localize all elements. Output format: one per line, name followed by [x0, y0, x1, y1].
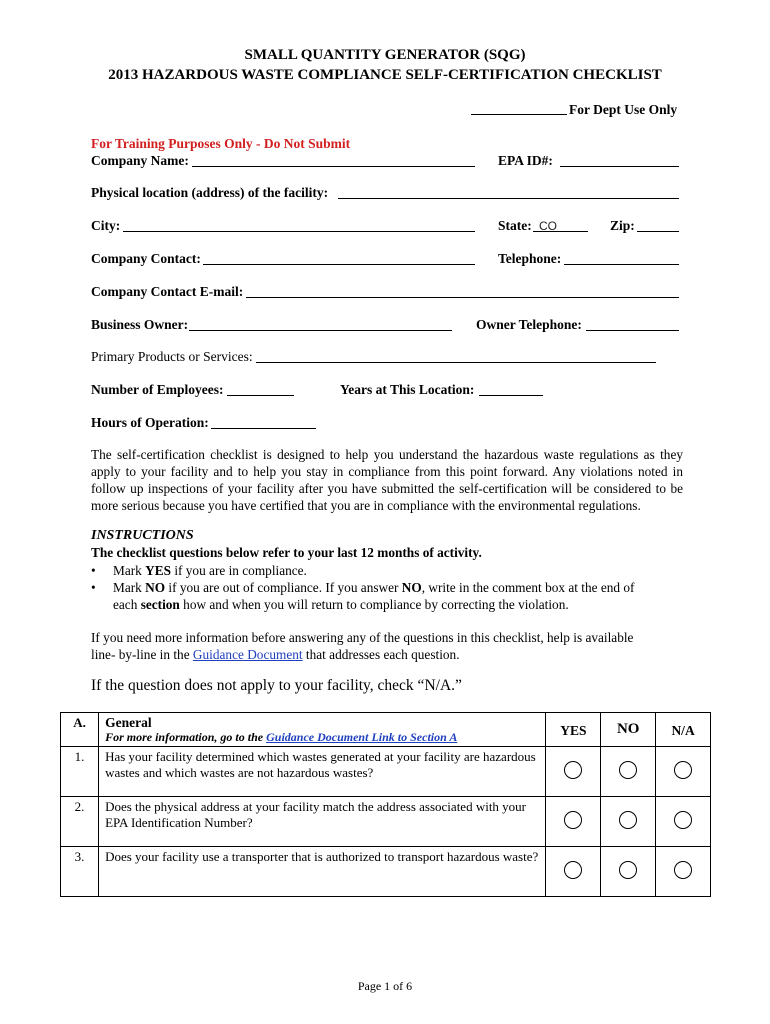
- question-row: [61, 747, 711, 797]
- bullet-dot: •: [91, 563, 96, 578]
- company-name-field[interactable]: [192, 152, 475, 167]
- bullet-dot: •: [91, 580, 96, 595]
- document-title-line2: 2013 HAZARDOUS WASTE COMPLIANCE SELF-CERTIFICATION CHECKLIST: [108, 67, 662, 83]
- bullet-text: if you are in compliance.: [171, 563, 307, 578]
- q1-yes-radio[interactable]: [564, 761, 582, 779]
- contact-email-field[interactable]: [246, 283, 679, 298]
- instruction-bullet-yes: [91, 562, 683, 579]
- owner-telephone-field[interactable]: [586, 316, 679, 331]
- q2-yes-radio[interactable]: [564, 811, 582, 829]
- bullet-bold: YES: [145, 563, 172, 578]
- q2-no-radio[interactable]: [619, 811, 637, 829]
- question-text: Does the physical address at your facility match the address associated with your EPA Identification Number?: [99, 797, 546, 847]
- telephone-field[interactable]: [564, 250, 679, 265]
- question-number: 3.: [61, 847, 99, 897]
- section-more-text: For more information, go to the: [105, 730, 267, 744]
- company-contact-field[interactable]: [203, 250, 475, 265]
- q2-na-radio[interactable]: [674, 811, 692, 829]
- state-value: CO: [539, 219, 557, 233]
- company-name-label: Company Name:: [91, 153, 189, 168]
- state-label: State:: [498, 218, 532, 233]
- years-label: Years at This Location:: [340, 382, 475, 397]
- guidance-document-link[interactable]: Guidance Document: [192, 647, 303, 662]
- epa-id-label: EPA ID#:: [498, 153, 553, 168]
- bullet-text: Mark: [113, 580, 146, 595]
- years-field[interactable]: [479, 381, 543, 396]
- instruction-bullet-no: [91, 579, 683, 613]
- state-field[interactable]: [533, 217, 588, 232]
- dept-use-field[interactable]: [471, 100, 567, 115]
- section-header-row: [61, 713, 711, 747]
- help-text: If you need more information before answering any of the questions in this checklist, help is available: [91, 630, 634, 645]
- business-owner-label: Business Owner:: [91, 317, 189, 332]
- instructions-subheading: The checklist questions below refer to your last 12 months of activity.: [91, 545, 482, 560]
- telephone-label: Telephone:: [498, 251, 562, 266]
- section-letter: A.: [61, 713, 99, 747]
- q3-no-radio[interactable]: [619, 861, 637, 879]
- q1-no-radio[interactable]: [619, 761, 637, 779]
- company-contact-label: Company Contact:: [91, 251, 201, 266]
- section-title: General: [105, 715, 152, 730]
- hours-field[interactable]: [211, 414, 316, 429]
- employees-field[interactable]: [227, 381, 294, 396]
- city-label: City:: [91, 218, 121, 233]
- help-text: that addresses each question.: [302, 647, 460, 662]
- col-na-header: N/A: [656, 713, 711, 747]
- bullet-bold: NO: [401, 580, 422, 595]
- q1-na-radio[interactable]: [674, 761, 692, 779]
- address-field[interactable]: [338, 184, 679, 199]
- owner-telephone-label: Owner Telephone:: [476, 317, 582, 332]
- page-number: Page 1 of 6: [357, 979, 413, 993]
- bullet-text: Mark: [113, 563, 146, 578]
- zip-field[interactable]: [637, 217, 679, 232]
- dept-use-label: For Dept Use Only: [569, 102, 678, 117]
- col-yes-header: YES: [546, 713, 601, 747]
- bullet-bold: section: [140, 597, 180, 612]
- intro-paragraph: The self-certification checklist is designed to help you understand the hazardous waste regulations as they apply to your facility and to help you stay in compliance from this point forward. Any violations noted in follow up inspections of your facility after you have submitted the self-certification will be considered to be more serious because you have certified that you are in compliance with the environmental regulations.: [91, 447, 683, 513]
- help-text: line- by-line in the: [91, 647, 193, 662]
- section-title-cell: [99, 713, 546, 747]
- address-label: Physical location (address) of the facility:: [91, 185, 329, 200]
- col-no-header: NO: [601, 713, 656, 747]
- na-note: If the question does not apply to your facility, check “N/A.”: [91, 677, 462, 694]
- bullet-text: if you are out of compliance. If you answer: [165, 580, 402, 595]
- zip-label: Zip:: [610, 218, 635, 233]
- question-number: 1.: [61, 747, 99, 797]
- bullet-text: how and when you will return to compliance by correcting the violation.: [179, 597, 569, 612]
- question-text: Does your facility use a transporter that is authorized to transport hazardous waste?: [99, 847, 546, 897]
- epa-id-field[interactable]: [560, 152, 679, 167]
- section-a-guidance-link[interactable]: Guidance Document Link to Section A: [266, 730, 458, 744]
- bullet-text: , write in the comment box at the end of: [421, 580, 635, 595]
- city-field[interactable]: [123, 217, 475, 232]
- business-owner-field[interactable]: [189, 316, 452, 331]
- question-text: Has your facility determined which wastes generated at your facility are hazardous wastes and which wastes are not hazardous wastes?: [99, 747, 546, 797]
- question-number: 2.: [61, 797, 99, 847]
- training-watermark-note: For Training Purposes Only - Do Not Submit: [91, 136, 351, 151]
- hours-label: Hours of Operation:: [91, 415, 209, 430]
- section-more-info: [105, 731, 539, 744]
- q3-na-radio[interactable]: [674, 861, 692, 879]
- question-row: [61, 797, 711, 847]
- help-paragraph: [91, 629, 691, 663]
- checklist-table: [60, 712, 711, 897]
- contact-email-label: Company Contact E-mail:: [91, 284, 244, 299]
- instructions-heading: INSTRUCTIONS: [91, 528, 194, 543]
- question-row: [61, 847, 711, 897]
- employees-label: Number of Employees:: [91, 382, 224, 397]
- document-title-line1: SMALL QUANTITY GENERATOR (SQG): [244, 47, 526, 63]
- bullet-text: each: [113, 597, 141, 612]
- products-label: Primary Products or Services:: [91, 349, 253, 364]
- bullet-bold: NO: [145, 580, 166, 595]
- q3-yes-radio[interactable]: [564, 861, 582, 879]
- products-field[interactable]: [256, 348, 656, 363]
